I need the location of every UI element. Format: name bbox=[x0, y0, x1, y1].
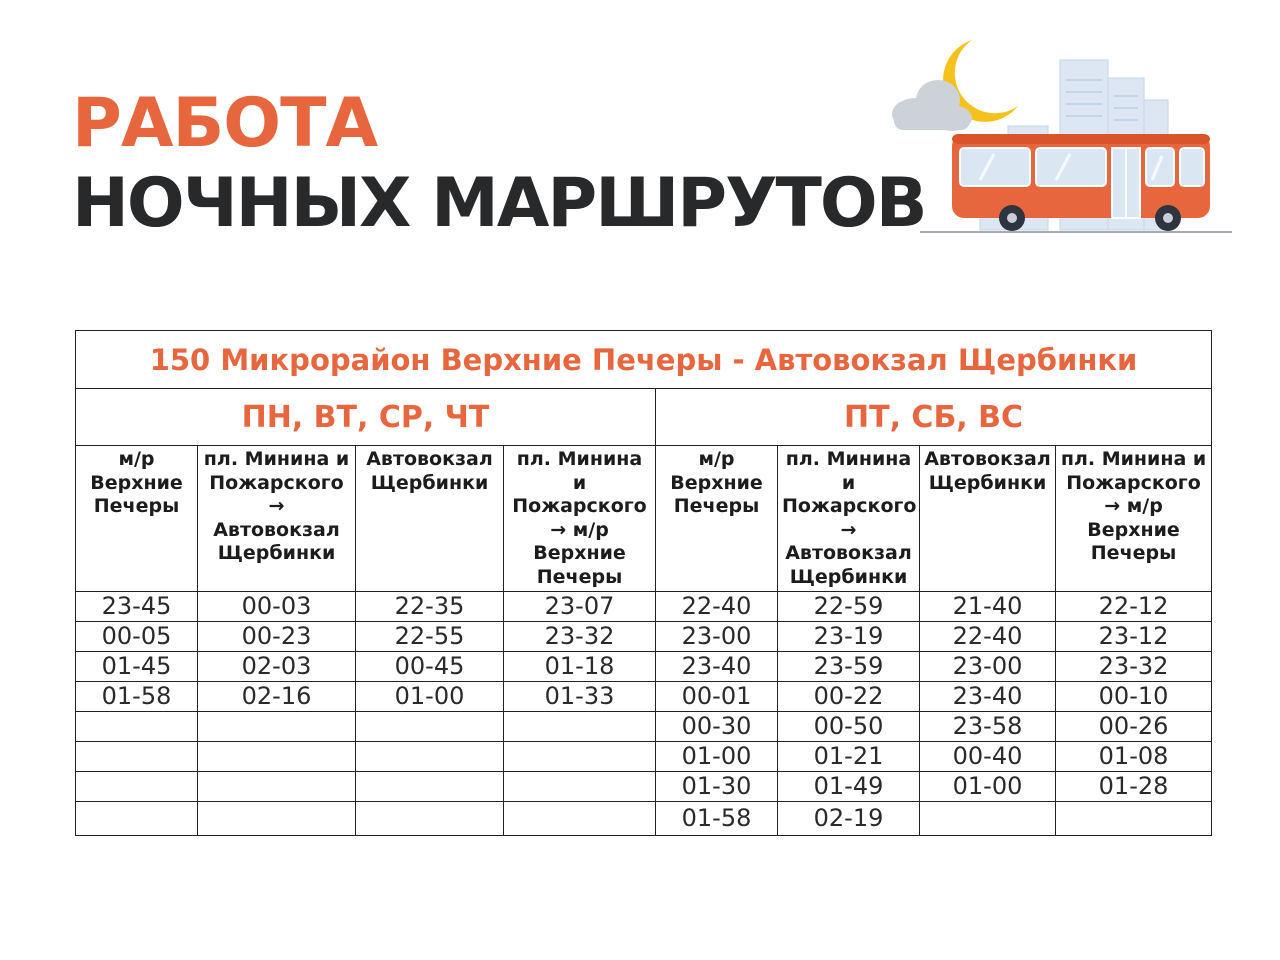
time-cell: 23-07 bbox=[504, 592, 656, 622]
night-bus-illustration bbox=[890, 30, 1235, 240]
column-header-line: Автовокзал bbox=[366, 448, 493, 470]
time-cell bbox=[198, 772, 356, 802]
time-cell: 23-45 bbox=[76, 592, 198, 622]
time-cell bbox=[504, 712, 656, 742]
column-header-line: пл. Минина bbox=[785, 448, 912, 470]
time-cell: 02-19 bbox=[778, 802, 920, 836]
column-header-line: Печеры bbox=[1090, 542, 1177, 564]
schedule-table bbox=[75, 330, 1212, 836]
time-cell: 22-35 bbox=[356, 592, 504, 622]
time-cell: 02-03 bbox=[198, 652, 356, 682]
column-header-line: и bbox=[841, 471, 856, 494]
time-cell bbox=[504, 802, 656, 836]
time-cell: 00-10 bbox=[1056, 682, 1212, 712]
column-header-line: Щербинки bbox=[370, 471, 489, 494]
time-cell: 22-12 bbox=[1056, 592, 1212, 622]
column-header-line: Щербинки bbox=[928, 471, 1047, 494]
column-header bbox=[356, 446, 504, 592]
time-cell: 22-40 bbox=[656, 592, 778, 622]
table-row bbox=[76, 592, 1212, 622]
route-title: 150 Микрорайон Верхние Печеры - Автовокзал Щербинки bbox=[76, 331, 1212, 389]
time-cell bbox=[198, 712, 356, 742]
column-header-line: Автовокзал bbox=[213, 518, 340, 541]
time-cell: 00-05 bbox=[76, 622, 198, 652]
time-cell bbox=[76, 742, 198, 772]
column-header-line: пл. Минина и bbox=[203, 448, 350, 470]
time-cell: 01-28 bbox=[1056, 772, 1212, 802]
table-row bbox=[76, 772, 1212, 802]
time-cell: 00-26 bbox=[1056, 712, 1212, 742]
time-cell: 23-19 bbox=[778, 622, 920, 652]
time-cell: 22-59 bbox=[778, 592, 920, 622]
time-cell: 23-59 bbox=[778, 652, 920, 682]
title-line-2: НОЧНЫХ МАРШРУТОВ bbox=[72, 164, 926, 243]
column-header-line: Пожарского bbox=[512, 495, 647, 517]
time-cell: 22-55 bbox=[356, 622, 504, 652]
column-header-line: Пожарского bbox=[1066, 471, 1201, 494]
time-cell: 01-00 bbox=[356, 682, 504, 712]
time-cell bbox=[504, 742, 656, 772]
column-header-line: Автовокзал bbox=[785, 542, 912, 564]
time-cell: 23-40 bbox=[920, 682, 1056, 712]
time-cell: 22-40 bbox=[920, 622, 1056, 652]
time-cell: 23-32 bbox=[1056, 652, 1212, 682]
time-cell: 23-58 bbox=[920, 712, 1056, 742]
time-cell: 01-58 bbox=[76, 682, 198, 712]
column-header-line: Верхние bbox=[670, 471, 763, 494]
time-cell: 01-18 bbox=[504, 652, 656, 682]
time-cell: 23-40 bbox=[656, 652, 778, 682]
time-cell: 00-45 bbox=[356, 652, 504, 682]
column-header bbox=[1056, 446, 1212, 592]
time-cell bbox=[76, 772, 198, 802]
time-cell bbox=[356, 742, 504, 772]
time-cell: 02-16 bbox=[198, 682, 356, 712]
time-cell: 00-01 bbox=[656, 682, 778, 712]
time-cell bbox=[504, 772, 656, 802]
time-cell: 01-58 bbox=[656, 802, 778, 836]
time-cell: 01-00 bbox=[656, 742, 778, 772]
title-line-1: РАБОТА bbox=[72, 84, 378, 163]
time-cell bbox=[920, 802, 1056, 836]
column-header-line: Пожарского bbox=[782, 495, 917, 517]
time-cell bbox=[356, 802, 504, 836]
time-cell: 01-45 bbox=[76, 652, 198, 682]
column-header-line: Щербинки bbox=[789, 565, 908, 588]
time-cell bbox=[76, 712, 198, 742]
weekend-header: ПТ, СБ, ВС bbox=[656, 389, 1212, 446]
time-cell: 00-22 bbox=[778, 682, 920, 712]
time-cell bbox=[76, 802, 198, 836]
time-cell: 00-30 bbox=[656, 712, 778, 742]
column-header bbox=[778, 446, 920, 592]
column-header bbox=[198, 446, 356, 592]
time-cell bbox=[356, 712, 504, 742]
time-cell: 01-49 bbox=[778, 772, 920, 802]
table-row bbox=[76, 802, 1212, 836]
time-cell: 00-40 bbox=[920, 742, 1056, 772]
time-cell: 23-12 bbox=[1056, 622, 1212, 652]
table-row bbox=[76, 712, 1212, 742]
column-header-line: Верхние bbox=[90, 471, 183, 494]
column-header-line: Пожарского bbox=[209, 471, 344, 494]
time-cell: 23-00 bbox=[656, 622, 778, 652]
table-row bbox=[76, 682, 1212, 712]
column-header-line: пл. Минина и bbox=[1060, 448, 1207, 470]
time-cell: 01-21 bbox=[778, 742, 920, 772]
column-header-line: м/р bbox=[118, 448, 155, 470]
column-header-line: Печеры bbox=[673, 495, 760, 517]
column-header-line: пл. Минина и bbox=[516, 448, 643, 494]
column-header-line: → м/р bbox=[1104, 495, 1163, 517]
time-cell: 01-33 bbox=[504, 682, 656, 712]
column-header bbox=[504, 446, 656, 592]
column-header-line: Печеры bbox=[536, 565, 623, 588]
time-cell: 00-03 bbox=[198, 592, 356, 622]
column-header-line: Щербинки bbox=[217, 542, 336, 564]
time-cell: 23-00 bbox=[920, 652, 1056, 682]
time-cell bbox=[198, 802, 356, 836]
column-header bbox=[76, 446, 198, 592]
time-cell: 21-40 bbox=[920, 592, 1056, 622]
column-header-line: → bbox=[840, 518, 857, 541]
column-header-line: м/р bbox=[698, 448, 735, 470]
time-cell bbox=[198, 742, 356, 772]
time-cell: 23-32 bbox=[504, 622, 656, 652]
time-cell bbox=[356, 772, 504, 802]
table-row bbox=[76, 622, 1212, 652]
time-cell: 01-00 bbox=[920, 772, 1056, 802]
column-header-line: Автовокзал bbox=[924, 448, 1051, 470]
column-header-line: Верхние bbox=[1087, 518, 1180, 541]
time-cell: 00-50 bbox=[778, 712, 920, 742]
time-cell: 01-30 bbox=[656, 772, 778, 802]
column-header-line: Печеры bbox=[93, 495, 180, 517]
column-header-line: → bbox=[268, 495, 285, 517]
time-cell bbox=[1056, 802, 1212, 836]
time-cell: 01-08 bbox=[1056, 742, 1212, 772]
column-header bbox=[656, 446, 778, 592]
column-header-line: Верхние bbox=[533, 542, 626, 564]
column-header bbox=[920, 446, 1056, 592]
column-header-line: → м/р bbox=[550, 518, 609, 541]
weekday-header: ПН, ВТ, СР, ЧТ bbox=[76, 389, 656, 446]
table-row bbox=[76, 742, 1212, 772]
table-row bbox=[76, 652, 1212, 682]
time-cell: 00-23 bbox=[198, 622, 356, 652]
bus-icon bbox=[952, 134, 1210, 231]
